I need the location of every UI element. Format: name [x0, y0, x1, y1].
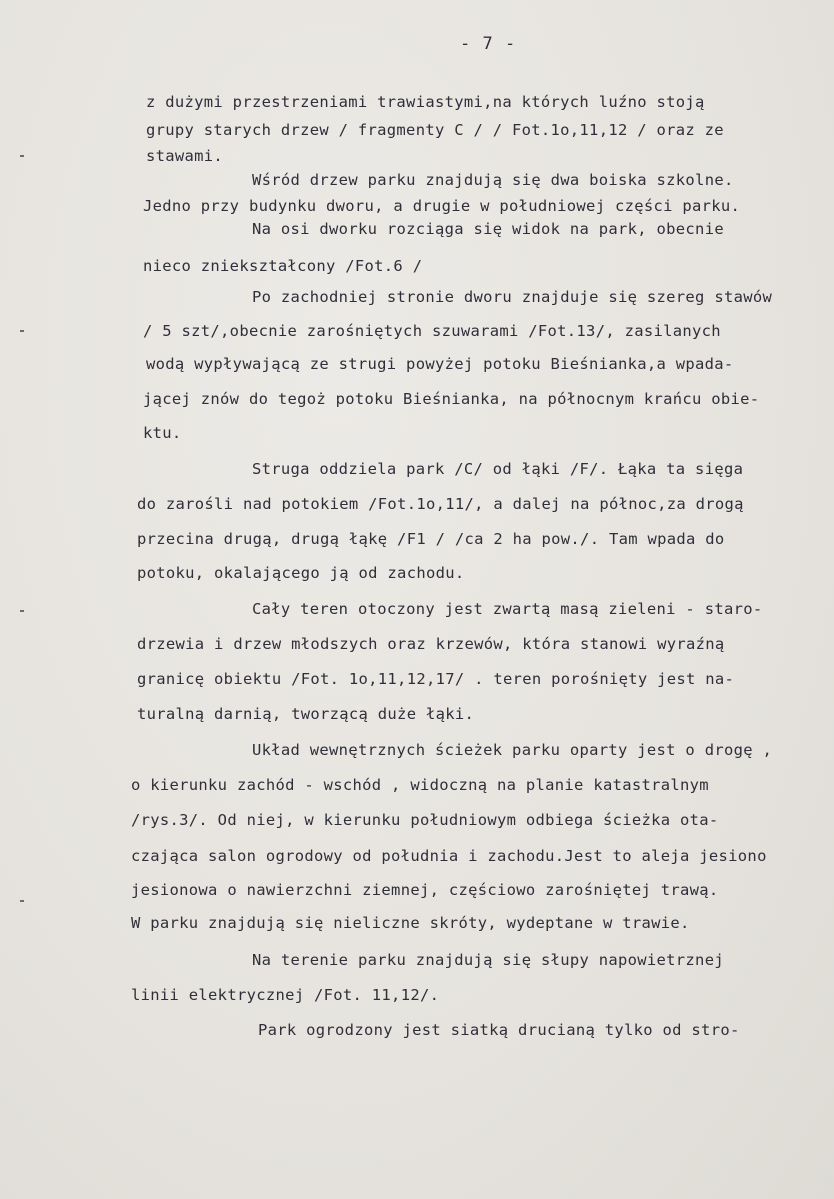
text-line: W parku znajdują się nieliczne skróty, wydeptane w trawie. [131, 914, 690, 932]
text-line: Park ogrodzony jest siatką drucianą tylko od stro- [258, 1021, 740, 1039]
text-line: grupy starych drzew / fragmenty C / / Fot.1o,11,12 / oraz ze [146, 121, 724, 139]
text-line: Na terenie parku znajdują się słupy napowietrznej [252, 951, 724, 969]
text-line: granicę obiektu /Fot. 1o,11,12,17/ . teren porośnięty jest na- [137, 670, 735, 688]
text-line: potoku, okalającego ją od zachodu. [137, 564, 465, 582]
text-line: Struga oddziela park /C/ od łąki /F/. Łąka ta sięga [252, 460, 744, 478]
text-line: linii elektrycznej /Fot. 11,12/. [131, 986, 440, 1004]
text-line: nieco zniekształcony /Fot.6 / [143, 257, 423, 275]
text-line: / 5 szt/,obecnie zarośniętych szuwarami /Fot.13/, zasilanych [143, 322, 721, 340]
text-line: turalną darnią, tworzącą duże łąki. [137, 705, 475, 723]
text-line: Na osi dworku rozciąga się widok na park, obecnie [252, 220, 724, 238]
text-line: Wśród drzew parku znajdują się dwa boiska szkolne. [252, 171, 734, 189]
margin-mark [20, 900, 24, 902]
margin-mark [20, 330, 24, 332]
margin-mark [20, 155, 24, 157]
text-line: czająca salon ogrodowy od południa i zachodu.Jest to aleja jesiono [131, 847, 767, 865]
text-line: jącej znów do tegoż potoku Bieśnianka, na północnym krańcu obie- [143, 390, 760, 408]
margin-mark [20, 610, 24, 612]
text-line: Cały teren otoczony jest zwartą masą zieleni - staro- [252, 600, 763, 618]
text-line: do zarośli nad potokiem /Fot.1o,11/, a dalej na północ,za drogą [137, 495, 744, 513]
text-line: przecina drugą, drugą łąkę /F1 / /ca 2 ha pow./. Tam wpada do [137, 530, 725, 548]
text-line: Jedno przy budynku dworu, a drugie w południowej części parku. [143, 197, 741, 215]
text-line: o kierunku zachód - wschód , widoczną na planie katastralnym [131, 776, 709, 794]
page-number: - 7 - [460, 34, 517, 54]
text-line: /rys.3/. Od niej, w kierunku południowym odbiega ścieżka ota- [131, 811, 719, 829]
text-line: drzewia i drzew młodszych oraz krzewów, która stanowi wyraźną [137, 635, 725, 653]
text-line: wodą wypływającą ze strugi powyżej potoku Bieśnianka,a wpada- [146, 355, 734, 373]
text-line: Układ wewnętrznych ścieżek parku oparty jest o drogę , [252, 741, 773, 759]
text-line: jesionowa o nawierzchni ziemnej, częściowo zarośniętej trawą. [131, 881, 719, 899]
text-line: z dużymi przestrzeniami trawiastymi,na których luźno stoją [146, 93, 705, 111]
text-line: Po zachodniej stronie dworu znajduje się szereg stawów [252, 288, 773, 306]
text-line: stawami. [146, 147, 224, 165]
text-line: ktu. [143, 424, 182, 442]
